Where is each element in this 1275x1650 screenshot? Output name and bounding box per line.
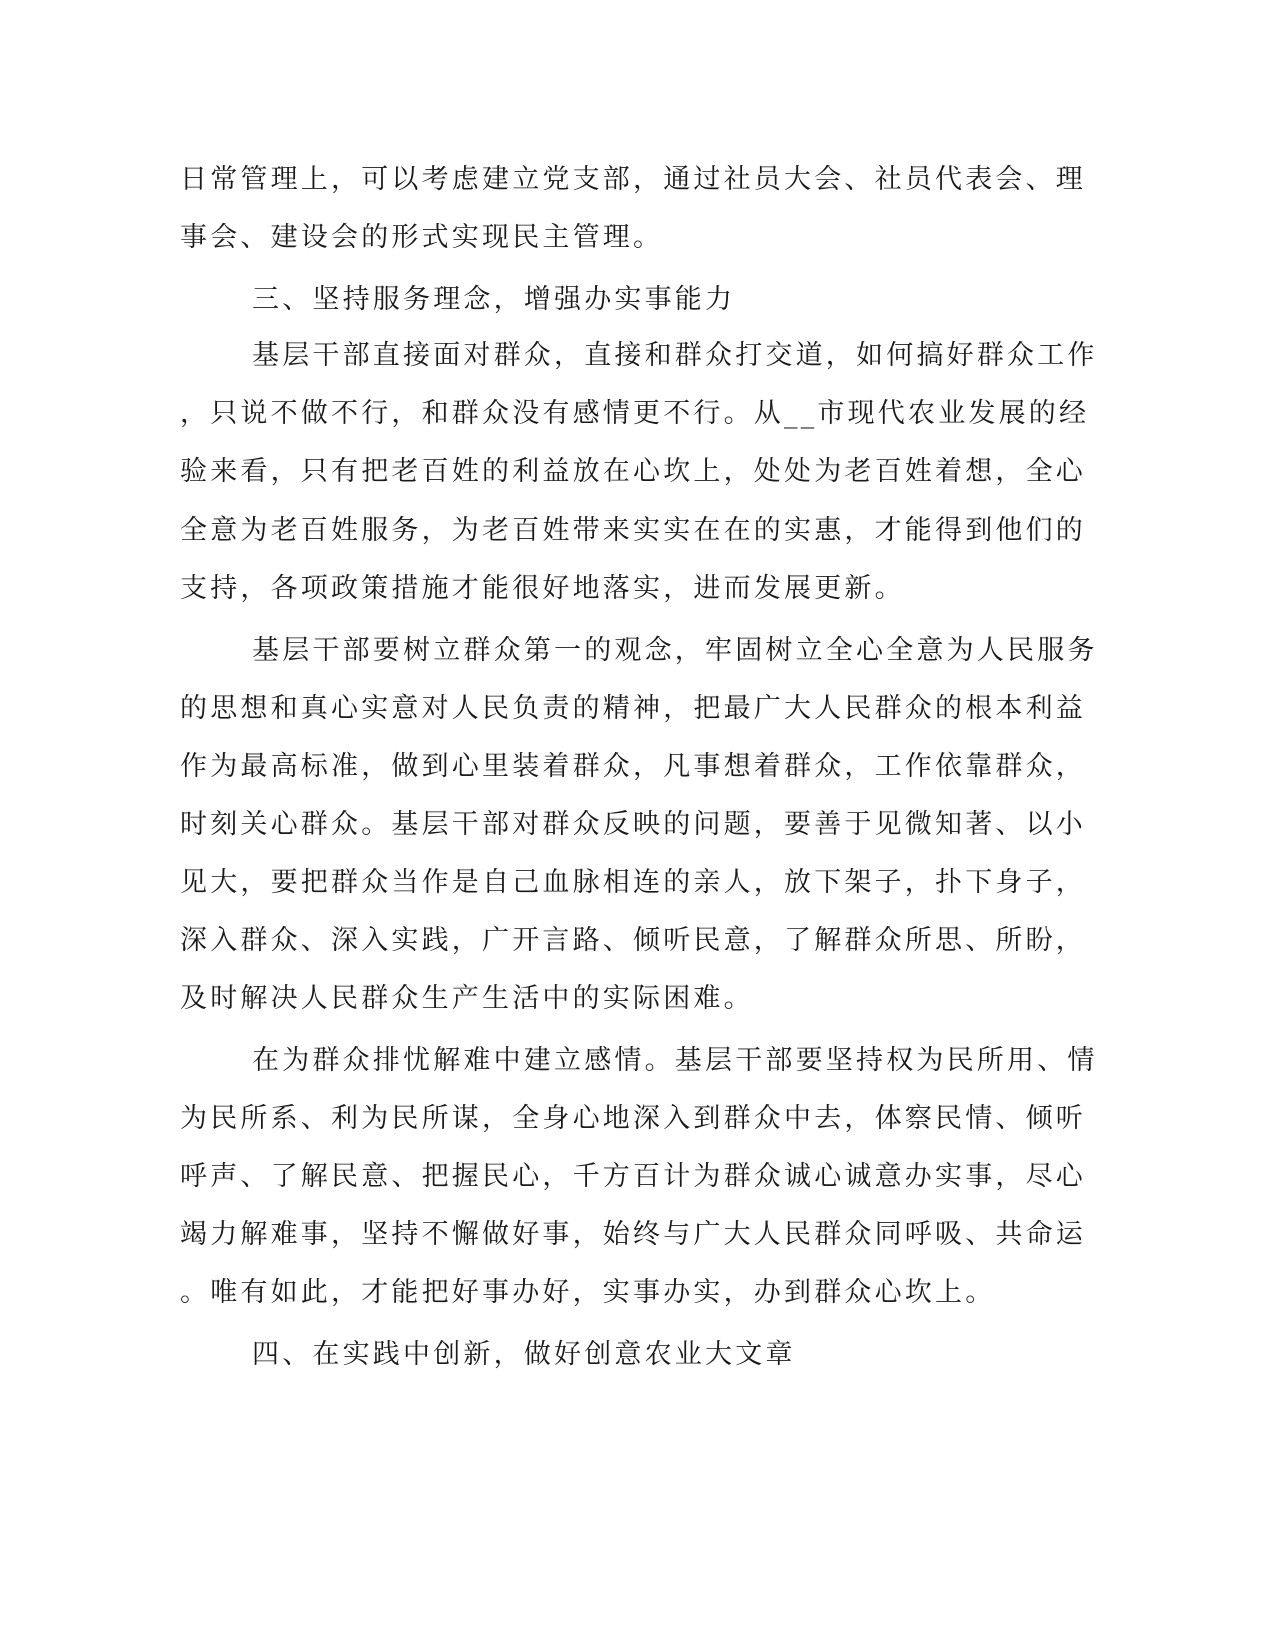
text-line: 呼声、了解民意、把握民心，千方百计为群众诚心诚意办实事，尽心 [180, 1161, 1086, 1192]
text-line: 在为群众排忧解难中建立感情。基层干部要坚持权为民所用、情 [252, 1045, 1098, 1076]
text-line: 见大，要把群众当作是自己血脉相连的亲人，放下架子，扑下身子， [180, 867, 1086, 898]
text-line: 竭力解难事，坚持不懈做好事，始终与广大人民群众同呼吸、共命运 [180, 1219, 1086, 1250]
text-line: 。唯有如此，才能把好事办好，实事办实，办到群众心坎上。 [180, 1277, 996, 1308]
text-line: 全意为老百姓服务，为老百姓带来实实在在的实惠，才能得到他们的 [180, 515, 1086, 546]
text-line: 基层干部要树立群众第一的观念，牢固树立全心全意为人民服务 [252, 635, 1098, 666]
text-line: 为民所系、利为民所谋，全身心地深入到群众中去，体察民情、倾听 [180, 1103, 1086, 1134]
text-line: 作为最高标准，做到心里装着群众，凡事想着群众，工作依靠群众， [180, 751, 1086, 782]
text-line: 及时解决人民群众生产生活中的实际困难。 [180, 983, 754, 1014]
text-line: 验来看，只有把老百姓的利益放在心坎上，处处为老百姓着想，全心 [180, 456, 1086, 487]
text-line: 日常管理上，可以考虑建立党支部，通过社员大会、社员代表会、理 [180, 164, 1086, 195]
text-line: 基层干部直接面对群众，直接和群众打交道，如何搞好群众工作 [252, 340, 1098, 371]
section-heading-4: 四、在实践中创新，做好创意农业大文章 [252, 1339, 796, 1370]
text-line: 支持，各项政策措施才能很好地落实，进而发展更新。 [180, 573, 905, 604]
text-line: 深入群众、深入实践，广开言路、倾听民意，了解群众所思、所盼， [180, 925, 1086, 956]
text-line: 事会、建设会的形式实现民主管理。 [180, 222, 664, 253]
text-line: ，只说不做不行，和群众没有感情更不行。从__市现代农业发展的经 [180, 398, 1090, 429]
text-line: 时刻关心群众。基层干部对群众反映的问题，要善于见微知著、以小 [180, 809, 1086, 840]
text-line: 的思想和真心实意对人民负责的精神，把最广大人民群众的根本利益 [180, 693, 1086, 724]
section-heading-3: 三、坚持服务理念，增强办实事能力 [252, 284, 736, 315]
